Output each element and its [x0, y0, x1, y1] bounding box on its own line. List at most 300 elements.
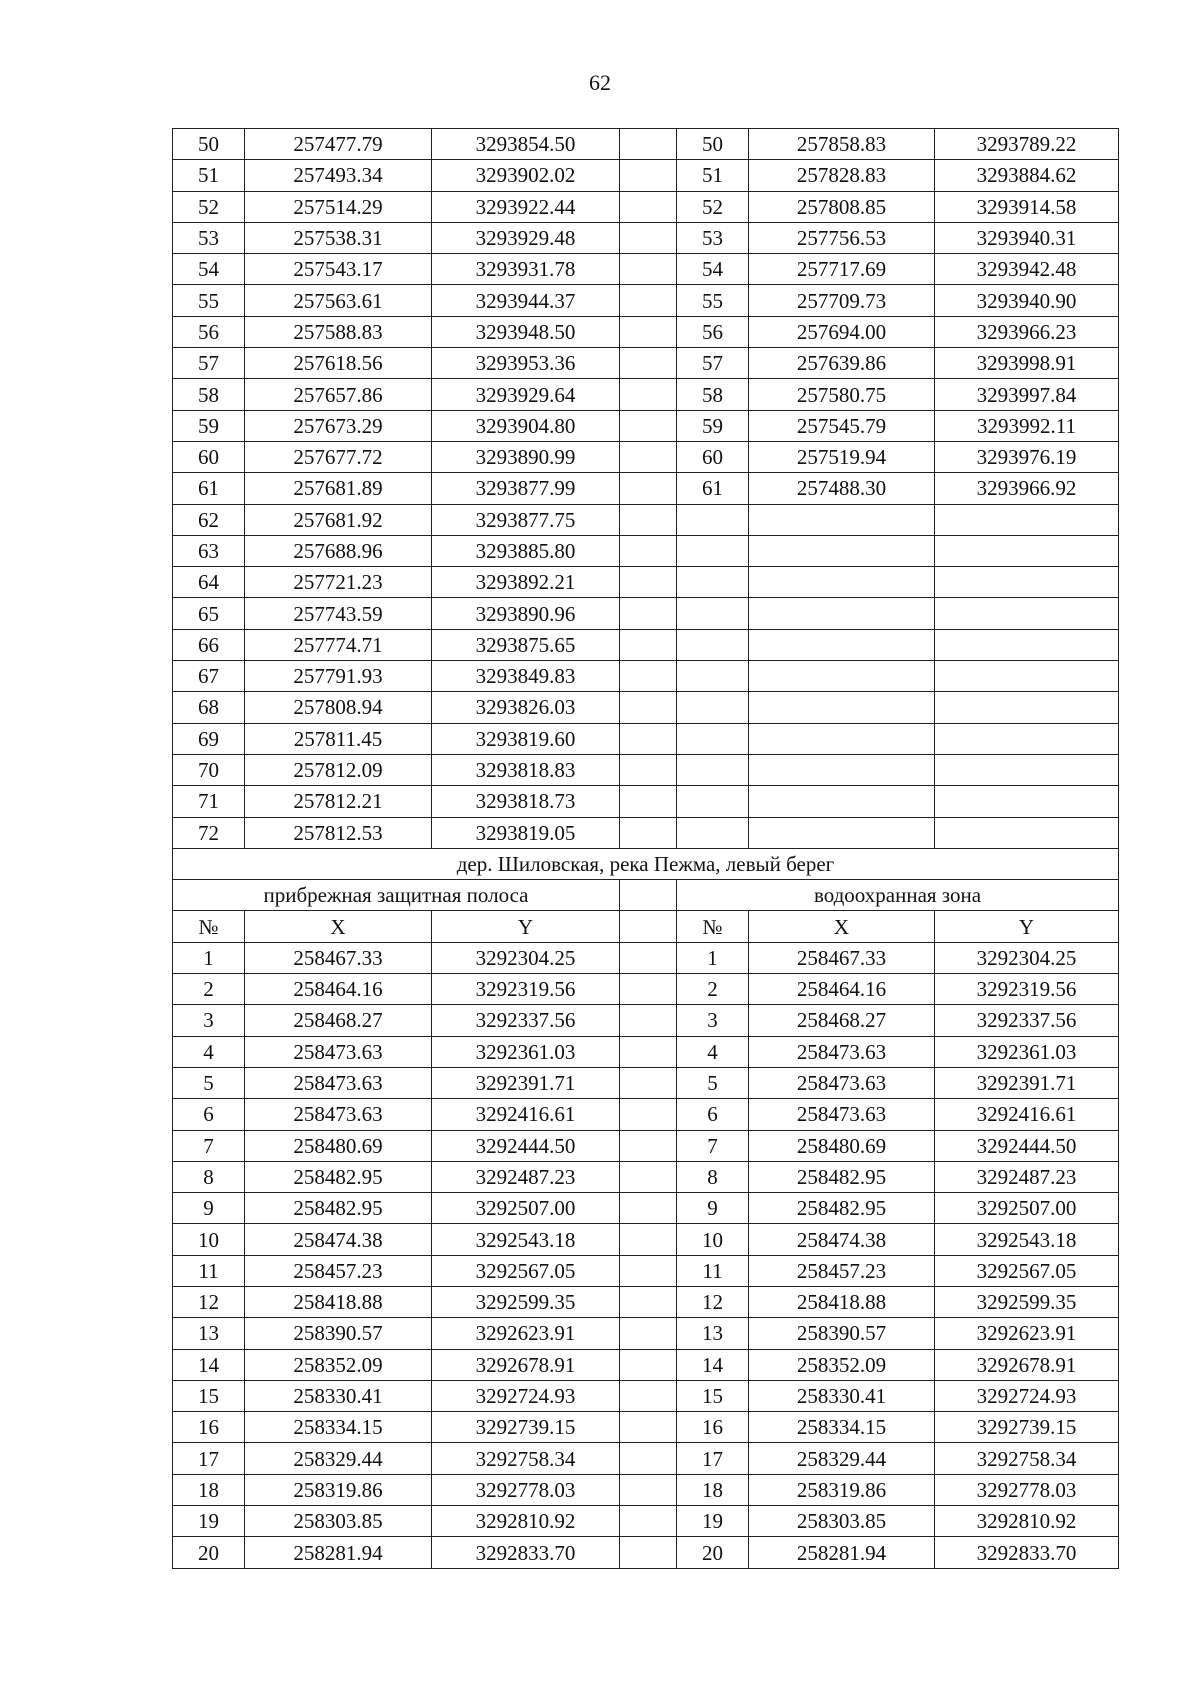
y-left-cell: 3292361.03: [432, 1036, 620, 1067]
point-number-right-cell: 6: [677, 1099, 749, 1130]
point-number-left-cell: 64: [173, 567, 245, 598]
y-right-cell: [935, 692, 1119, 723]
gap-cell: [620, 160, 677, 191]
x-left-cell: 257681.92: [245, 504, 432, 535]
point-number-left-cell: 18: [173, 1474, 245, 1505]
point-number-right-cell: [677, 504, 749, 535]
gap-cell: [620, 1380, 677, 1411]
y-right-cell: 3292623.91: [935, 1318, 1119, 1349]
x-right-cell: 257709.73: [749, 285, 935, 316]
gap-cell: [620, 191, 677, 222]
point-number-right-cell: 59: [677, 410, 749, 441]
table-row: [173, 942, 1119, 973]
point-number-left-cell: 14: [173, 1349, 245, 1380]
gap-cell: [620, 880, 677, 911]
gap-cell: [620, 129, 677, 160]
x-right-cell: 257858.83: [749, 129, 935, 160]
left-subtitle: прибрежная защитная полоса: [173, 880, 620, 911]
point-number-left-cell: 13: [173, 1318, 245, 1349]
header-num-right: №: [677, 911, 749, 942]
y-left-cell: 3293875.65: [432, 629, 620, 660]
point-number-right-cell: 16: [677, 1412, 749, 1443]
x-right-cell: [749, 504, 935, 535]
point-number-right-cell: [677, 692, 749, 723]
x-right-cell: 258303.85: [749, 1506, 935, 1537]
point-number-left-cell: 20: [173, 1537, 245, 1568]
y-left-cell: 3292833.70: [432, 1537, 620, 1568]
x-left-cell: 257477.79: [245, 129, 432, 160]
gap-cell: [620, 1286, 677, 1317]
y-right-cell: 3292778.03: [935, 1474, 1119, 1505]
point-number-left-cell: 62: [173, 504, 245, 535]
x-left-cell: 257657.86: [245, 379, 432, 410]
x-right-cell: 258467.33: [749, 942, 935, 973]
y-right-cell: 3292599.35: [935, 1286, 1119, 1317]
x-right-cell: 258482.95: [749, 1161, 935, 1192]
y-right-cell: [935, 567, 1119, 598]
point-number-right-cell: 52: [677, 191, 749, 222]
gap-cell: [620, 504, 677, 535]
table-row: [173, 191, 1119, 222]
x-left-cell: 258480.69: [245, 1130, 432, 1161]
gap-cell: [620, 1161, 677, 1192]
gap-cell: [620, 817, 677, 848]
x-left-cell: 258303.85: [245, 1506, 432, 1537]
x-right-cell: [749, 661, 935, 692]
point-number-left-cell: 8: [173, 1161, 245, 1192]
point-number-left-cell: 54: [173, 254, 245, 285]
point-number-right-cell: 20: [677, 1537, 749, 1568]
y-right-cell: [935, 754, 1119, 785]
y-left-cell: 3292416.61: [432, 1099, 620, 1130]
point-number-right-cell: [677, 567, 749, 598]
x-right-cell: [749, 723, 935, 754]
x-left-cell: 257688.96: [245, 535, 432, 566]
x-left-cell: 257721.23: [245, 567, 432, 598]
y-left-cell: 3292487.23: [432, 1161, 620, 1192]
y-left-cell: 3292758.34: [432, 1443, 620, 1474]
table-row: [173, 1318, 1119, 1349]
x-right-cell: 258473.63: [749, 1099, 935, 1130]
point-number-right-cell: 1: [677, 942, 749, 973]
point-number-left-cell: 66: [173, 629, 245, 660]
y-right-cell: 3292567.05: [935, 1255, 1119, 1286]
x-left-cell: 258329.44: [245, 1443, 432, 1474]
y-left-cell: 3292304.25: [432, 942, 620, 973]
gap-cell: [620, 754, 677, 785]
table-row: [173, 567, 1119, 598]
table-row: [173, 535, 1119, 566]
x-right-cell: 258474.38: [749, 1224, 935, 1255]
table-row: [173, 1099, 1119, 1130]
point-number-right-cell: 58: [677, 379, 749, 410]
point-number-left-cell: 51: [173, 160, 245, 191]
gap-cell: [620, 379, 677, 410]
gap-cell: [620, 410, 677, 441]
x-left-cell: 258457.23: [245, 1255, 432, 1286]
point-number-left-cell: 67: [173, 661, 245, 692]
point-number-right-cell: 60: [677, 441, 749, 472]
point-number-left-cell: 5: [173, 1067, 245, 1098]
table-row: [173, 1412, 1119, 1443]
y-left-cell: 3293890.99: [432, 441, 620, 472]
point-number-right-cell: 18: [677, 1474, 749, 1505]
table-row: [173, 629, 1119, 660]
y-left-cell: 3293948.50: [432, 316, 620, 347]
x-left-cell: 258482.95: [245, 1193, 432, 1224]
y-right-cell: 3293966.92: [935, 473, 1119, 504]
y-left-cell: 3292623.91: [432, 1318, 620, 1349]
x-left-cell: 257774.71: [245, 629, 432, 660]
y-right-cell: 3293789.22: [935, 129, 1119, 160]
header-y-left: Y: [432, 911, 620, 942]
point-number-left-cell: 19: [173, 1506, 245, 1537]
point-number-left-cell: 4: [173, 1036, 245, 1067]
point-number-right-cell: 8: [677, 1161, 749, 1192]
y-left-cell: 3293877.75: [432, 504, 620, 535]
gap-cell: [620, 1318, 677, 1349]
x-right-cell: 257639.86: [749, 348, 935, 379]
y-left-cell: 3292444.50: [432, 1130, 620, 1161]
gap-cell: [620, 1506, 677, 1537]
gap-cell: [620, 974, 677, 1005]
table-row: [173, 1130, 1119, 1161]
point-number-left-cell: 11: [173, 1255, 245, 1286]
x-right-cell: 258329.44: [749, 1443, 935, 1474]
y-left-cell: 3292319.56: [432, 974, 620, 1005]
gap-cell: [620, 1067, 677, 1098]
y-right-cell: 3293992.11: [935, 410, 1119, 441]
y-right-cell: [935, 629, 1119, 660]
point-number-left-cell: 70: [173, 754, 245, 785]
y-left-cell: 3292543.18: [432, 1224, 620, 1255]
table-row: [173, 1537, 1119, 1568]
header-y-right: Y: [935, 911, 1119, 942]
x-right-cell: 257545.79: [749, 410, 935, 441]
gap-cell: [620, 661, 677, 692]
x-left-cell: 257743.59: [245, 598, 432, 629]
section-title-row: [173, 848, 1119, 879]
point-number-right-cell: 19: [677, 1506, 749, 1537]
x-right-cell: 258334.15: [749, 1412, 935, 1443]
y-left-cell: 3293929.64: [432, 379, 620, 410]
table-row: [173, 1193, 1119, 1224]
table-row: [173, 254, 1119, 285]
gap-cell: [620, 942, 677, 973]
point-number-right-cell: 55: [677, 285, 749, 316]
y-right-cell: 3293966.23: [935, 316, 1119, 347]
y-right-cell: 3292810.92: [935, 1506, 1119, 1537]
y-left-cell: 3292678.91: [432, 1349, 620, 1380]
point-number-left-cell: 60: [173, 441, 245, 472]
x-left-cell: 257588.83: [245, 316, 432, 347]
gap-cell: [620, 316, 677, 347]
table-row: [173, 379, 1119, 410]
x-right-cell: [749, 629, 935, 660]
point-number-left-cell: 9: [173, 1193, 245, 1224]
point-number-right-cell: 7: [677, 1130, 749, 1161]
section-title: дер. Шиловская, река Пежма, левый берег: [173, 848, 1119, 879]
x-right-cell: [749, 786, 935, 817]
y-right-cell: 3293914.58: [935, 191, 1119, 222]
page-number: 62: [589, 70, 611, 95]
y-right-cell: 3292416.61: [935, 1099, 1119, 1130]
y-left-cell: 3292739.15: [432, 1412, 620, 1443]
y-right-cell: 3293884.62: [935, 160, 1119, 191]
point-number-left-cell: 2: [173, 974, 245, 1005]
y-left-cell: 3292391.71: [432, 1067, 620, 1098]
x-left-cell: 258281.94: [245, 1537, 432, 1568]
y-right-cell: [935, 598, 1119, 629]
y-right-cell: 3292337.56: [935, 1005, 1119, 1036]
point-number-right-cell: 14: [677, 1349, 749, 1380]
upper-block: [173, 129, 1119, 849]
point-number-left-cell: 63: [173, 535, 245, 566]
gap-cell: [620, 1349, 677, 1380]
point-number-left-cell: 58: [173, 379, 245, 410]
point-number-right-cell: 10: [677, 1224, 749, 1255]
x-right-cell: 258473.63: [749, 1067, 935, 1098]
point-number-right-cell: 15: [677, 1380, 749, 1411]
x-right-cell: [749, 817, 935, 848]
y-right-cell: [935, 535, 1119, 566]
table-row: [173, 723, 1119, 754]
coordinates-table: [172, 128, 1119, 1569]
point-number-left-cell: 7: [173, 1130, 245, 1161]
x-right-cell: [749, 692, 935, 723]
table-row: [173, 1005, 1119, 1036]
table-row: [173, 441, 1119, 472]
x-left-cell: 257514.29: [245, 191, 432, 222]
point-number-right-cell: [677, 786, 749, 817]
table-row: [173, 222, 1119, 253]
x-left-cell: 257812.09: [245, 754, 432, 785]
point-number-left-cell: 56: [173, 316, 245, 347]
table-row: [173, 1255, 1119, 1286]
point-number-left-cell: 65: [173, 598, 245, 629]
x-right-cell: 258482.95: [749, 1193, 935, 1224]
x-left-cell: 258418.88: [245, 1286, 432, 1317]
x-right-cell: 258457.23: [749, 1255, 935, 1286]
y-left-cell: 3293877.99: [432, 473, 620, 504]
point-number-right-cell: [677, 535, 749, 566]
y-right-cell: 3292444.50: [935, 1130, 1119, 1161]
table-row: [173, 1036, 1119, 1067]
column-header-row: [173, 911, 1119, 942]
table-row: [173, 598, 1119, 629]
x-right-cell: 258473.63: [749, 1036, 935, 1067]
x-left-cell: 258473.63: [245, 1067, 432, 1098]
point-number-left-cell: 57: [173, 348, 245, 379]
point-number-right-cell: [677, 754, 749, 785]
x-left-cell: 257681.89: [245, 473, 432, 504]
y-right-cell: 3293940.90: [935, 285, 1119, 316]
point-number-right-cell: [677, 661, 749, 692]
point-number-right-cell: 56: [677, 316, 749, 347]
x-right-cell: 258480.69: [749, 1130, 935, 1161]
y-left-cell: 3292810.92: [432, 1506, 620, 1537]
point-number-right-cell: 3: [677, 1005, 749, 1036]
point-number-left-cell: 10: [173, 1224, 245, 1255]
x-right-cell: 258319.86: [749, 1474, 935, 1505]
gap-cell: [620, 567, 677, 598]
y-right-cell: [935, 817, 1119, 848]
x-right-cell: 258330.41: [749, 1380, 935, 1411]
table-row: [173, 410, 1119, 441]
y-left-cell: 3292507.00: [432, 1193, 620, 1224]
y-right-cell: [935, 786, 1119, 817]
point-number-left-cell: 68: [173, 692, 245, 723]
x-left-cell: 258464.16: [245, 974, 432, 1005]
gap-cell: [620, 1412, 677, 1443]
x-right-cell: 258418.88: [749, 1286, 935, 1317]
point-number-left-cell: 69: [173, 723, 245, 754]
x-left-cell: 257563.61: [245, 285, 432, 316]
point-number-right-cell: 17: [677, 1443, 749, 1474]
y-right-cell: 3292724.93: [935, 1380, 1119, 1411]
x-left-cell: 258319.86: [245, 1474, 432, 1505]
x-right-cell: [749, 598, 935, 629]
table-row: [173, 129, 1119, 160]
x-left-cell: 257811.45: [245, 723, 432, 754]
y-right-cell: 3292487.23: [935, 1161, 1119, 1192]
y-left-cell: 3293902.02: [432, 160, 620, 191]
gap-cell: [620, 1036, 677, 1067]
point-number-left-cell: 71: [173, 786, 245, 817]
y-left-cell: 3293922.44: [432, 191, 620, 222]
x-right-cell: 258352.09: [749, 1349, 935, 1380]
x-left-cell: 258482.95: [245, 1161, 432, 1192]
point-number-right-cell: 5: [677, 1067, 749, 1098]
x-right-cell: 257808.85: [749, 191, 935, 222]
point-number-left-cell: 61: [173, 473, 245, 504]
table-row: [173, 473, 1119, 504]
y-left-cell: 3293819.05: [432, 817, 620, 848]
gap-cell: [620, 786, 677, 817]
gap-cell: [620, 911, 677, 942]
x-left-cell: 258473.63: [245, 1036, 432, 1067]
point-number-right-cell: 57: [677, 348, 749, 379]
y-left-cell: 3293953.36: [432, 348, 620, 379]
gap-cell: [620, 535, 677, 566]
table-row: [173, 1286, 1119, 1317]
y-left-cell: 3293929.48: [432, 222, 620, 253]
x-left-cell: 258352.09: [245, 1349, 432, 1380]
y-right-cell: 3293998.91: [935, 348, 1119, 379]
y-right-cell: 3292543.18: [935, 1224, 1119, 1255]
table-row: [173, 504, 1119, 535]
point-number-right-cell: 13: [677, 1318, 749, 1349]
point-number-right-cell: 50: [677, 129, 749, 160]
gap-cell: [620, 254, 677, 285]
table-row: [173, 348, 1119, 379]
y-left-cell: 3292724.93: [432, 1380, 620, 1411]
point-number-right-cell: 61: [677, 473, 749, 504]
x-left-cell: 258334.15: [245, 1412, 432, 1443]
table-row: [173, 1349, 1119, 1380]
gap-cell: [620, 348, 677, 379]
y-right-cell: 3292739.15: [935, 1412, 1119, 1443]
point-number-right-cell: [677, 598, 749, 629]
table-row: [173, 1224, 1119, 1255]
header-x-left: X: [245, 911, 432, 942]
table-row: [173, 692, 1119, 723]
table-row: [173, 974, 1119, 1005]
point-number-right-cell: 2: [677, 974, 749, 1005]
y-left-cell: 3293818.73: [432, 786, 620, 817]
y-right-cell: [935, 504, 1119, 535]
gap-cell: [620, 1537, 677, 1568]
x-right-cell: [749, 567, 935, 598]
gap-cell: [620, 1130, 677, 1161]
point-number-right-cell: 11: [677, 1255, 749, 1286]
x-left-cell: 258473.63: [245, 1099, 432, 1130]
point-number-left-cell: 59: [173, 410, 245, 441]
gap-cell: [620, 1474, 677, 1505]
y-left-cell: 3293944.37: [432, 285, 620, 316]
point-number-left-cell: 15: [173, 1380, 245, 1411]
y-left-cell: 3292778.03: [432, 1474, 620, 1505]
point-number-right-cell: [677, 629, 749, 660]
x-left-cell: 257673.29: [245, 410, 432, 441]
x-right-cell: 258464.16: [749, 974, 935, 1005]
x-left-cell: 257543.17: [245, 254, 432, 285]
gap-cell: [620, 441, 677, 472]
table-row: [173, 1506, 1119, 1537]
point-number-right-cell: 53: [677, 222, 749, 253]
x-left-cell: 257618.56: [245, 348, 432, 379]
gap-cell: [620, 1224, 677, 1255]
y-left-cell: 3292567.05: [432, 1255, 620, 1286]
table-row: [173, 786, 1119, 817]
point-number-left-cell: 53: [173, 222, 245, 253]
y-right-cell: [935, 661, 1119, 692]
y-left-cell: 3293849.83: [432, 661, 620, 692]
point-number-left-cell: 55: [173, 285, 245, 316]
table-row: [173, 1067, 1119, 1098]
table-row: [173, 754, 1119, 785]
gap-cell: [620, 285, 677, 316]
y-right-cell: 3292833.70: [935, 1537, 1119, 1568]
point-number-right-cell: 12: [677, 1286, 749, 1317]
x-right-cell: 257717.69: [749, 254, 935, 285]
gap-cell: [620, 1099, 677, 1130]
point-number-left-cell: 16: [173, 1412, 245, 1443]
header-x-right: X: [749, 911, 935, 942]
y-right-cell: 3293940.31: [935, 222, 1119, 253]
x-right-cell: [749, 535, 935, 566]
gap-cell: [620, 473, 677, 504]
x-left-cell: 258390.57: [245, 1318, 432, 1349]
y-left-cell: 3293885.80: [432, 535, 620, 566]
y-left-cell: 3293890.96: [432, 598, 620, 629]
y-right-cell: 3292391.71: [935, 1067, 1119, 1098]
x-left-cell: 258330.41: [245, 1380, 432, 1411]
x-right-cell: 257519.94: [749, 441, 935, 472]
y-right-cell: 3293997.84: [935, 379, 1119, 410]
point-number-left-cell: 17: [173, 1443, 245, 1474]
x-left-cell: 258468.27: [245, 1005, 432, 1036]
gap-cell: [620, 1255, 677, 1286]
x-right-cell: 258468.27: [749, 1005, 935, 1036]
y-right-cell: 3292361.03: [935, 1036, 1119, 1067]
x-left-cell: 258474.38: [245, 1224, 432, 1255]
y-left-cell: 3293854.50: [432, 129, 620, 160]
x-right-cell: [749, 754, 935, 785]
gap-cell: [620, 1193, 677, 1224]
gap-cell: [620, 1005, 677, 1036]
y-left-cell: 3293892.21: [432, 567, 620, 598]
